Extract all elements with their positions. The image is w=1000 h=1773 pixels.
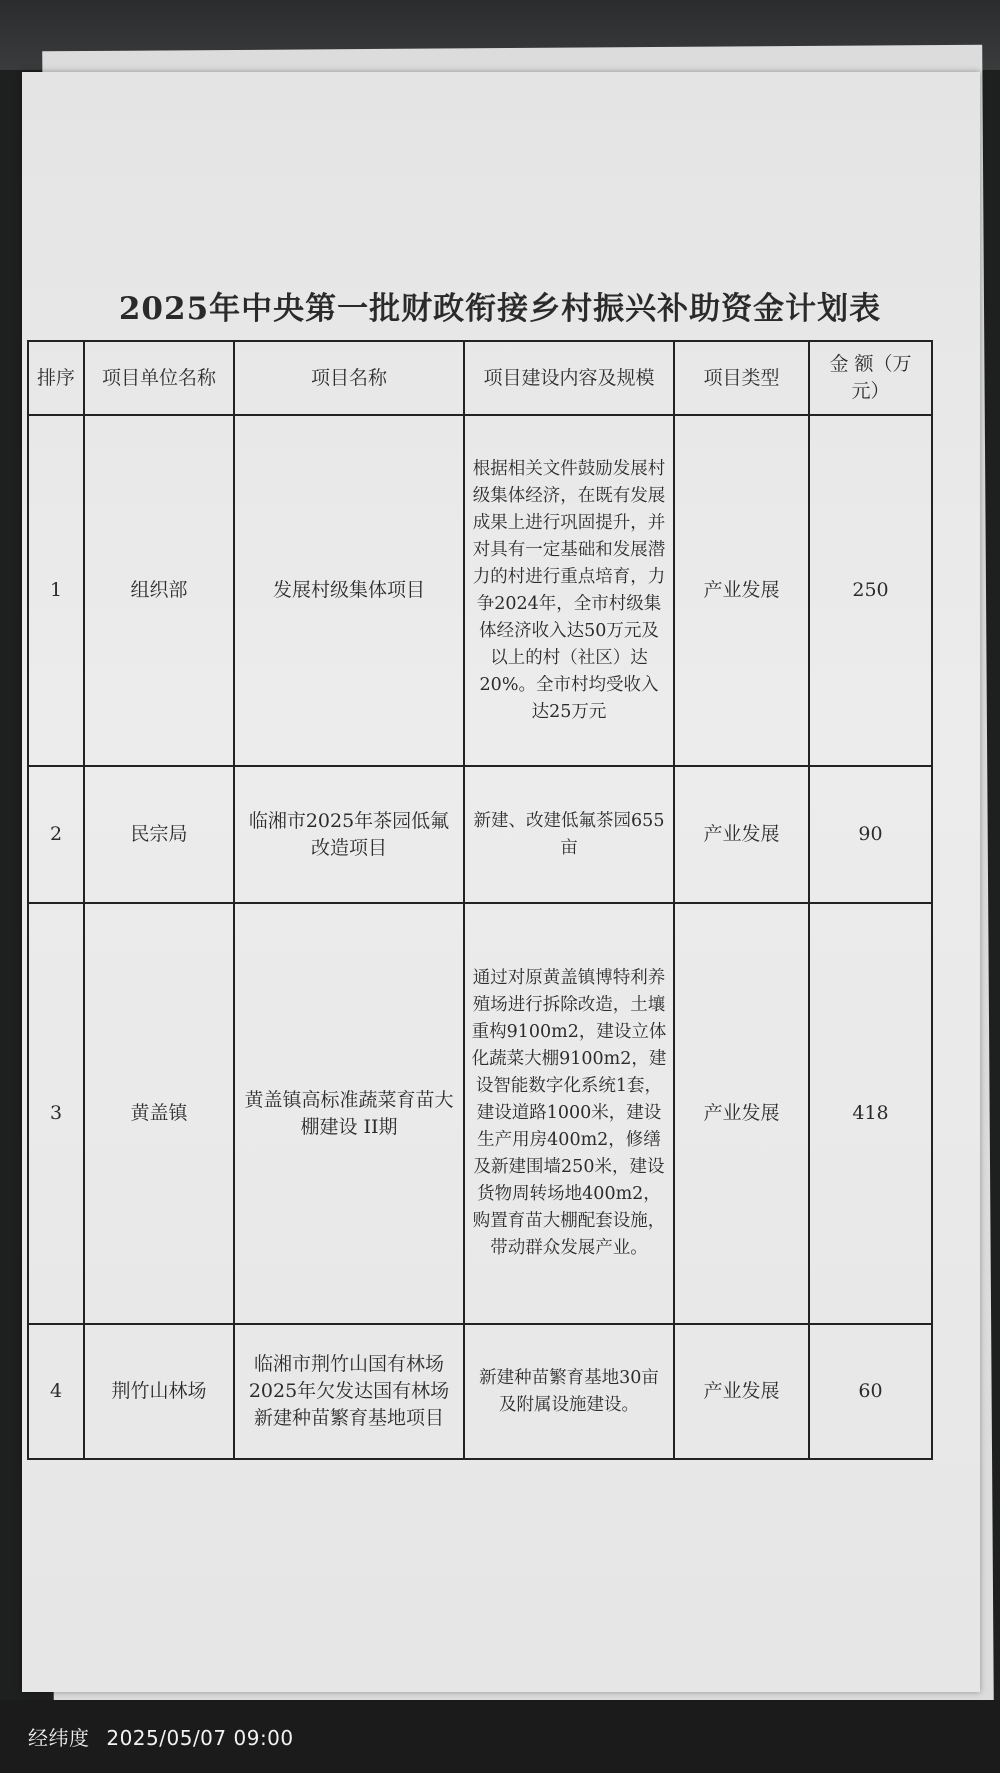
cell-type: 产业发展 xyxy=(674,903,809,1324)
header-project-name: 项目名称 xyxy=(234,341,464,415)
cell-amount: 90 xyxy=(809,766,932,903)
header-amount: 金 额（万元） xyxy=(809,341,932,415)
cell-amount: 60 xyxy=(809,1324,932,1459)
header-rank: 排序 xyxy=(28,341,84,415)
cell-content: 新建、改建低氟茶园655亩 xyxy=(464,766,674,903)
cell-type: 产业发展 xyxy=(674,766,809,903)
cell-rank: 4 xyxy=(28,1324,84,1459)
header-type: 项目类型 xyxy=(674,341,809,415)
document-title: 2025年中央第一批财政衔接乡村振兴补助资金计划表 xyxy=(118,291,882,327)
cell-type: 产业发展 xyxy=(674,1324,809,1459)
cell-rank: 3 xyxy=(28,903,84,1324)
table-row xyxy=(28,1324,932,1459)
cell-unit: 组织部 xyxy=(84,415,234,766)
header-content: 项目建设内容及规模 xyxy=(464,341,674,415)
cell-project-name: 黄盖镇高标准蔬菜育苗大棚建设 II期 xyxy=(234,903,464,1324)
cell-unit: 荆竹山林场 xyxy=(84,1324,234,1459)
cell-rank: 1 xyxy=(28,415,84,766)
cell-content: 通过对原黄盖镇博特利养殖场进行拆除改造，土壤重构9100m2，建设立体化蔬菜大棚9100m2，建设智能数字化系统1套，建设道路1000米，建设生产用房400m2，修缮及新建围墙250米，建设货物周转场地400m2，购置育苗大棚配套设施，带动群众发展产业。 xyxy=(464,903,674,1324)
cell-amount: 250 xyxy=(809,415,932,766)
watermark-datetime: 2025/05/07 09:00 xyxy=(106,1726,294,1750)
funding-plan-table xyxy=(27,340,933,1460)
cell-amount: 418 xyxy=(809,903,932,1324)
table-header-row xyxy=(28,341,932,415)
cell-content: 新建种苗繁育基地30亩及附属设施建设。 xyxy=(464,1324,674,1459)
photo-watermark xyxy=(28,1722,304,1751)
cell-content: 根据相关文件鼓励发展村级集体经济，在既有发展成果上进行巩固提升，并对具有一定基础和发展潜力的村进行重点培育，力争2024年，全市村级集体经济收入达50万元及以上的村（社区）达20%。全市村均受收入达25万元 xyxy=(464,415,674,766)
cell-project-name: 临湘市2025年茶园低氟改造项目 xyxy=(234,766,464,903)
cell-project-name: 发展村级集体项目 xyxy=(234,415,464,766)
cell-unit: 黄盖镇 xyxy=(84,903,234,1324)
watermark-label: 经纬度 xyxy=(28,1726,90,1750)
table-row xyxy=(28,903,932,1324)
table-row xyxy=(28,766,932,903)
table-row xyxy=(28,415,932,766)
cell-rank: 2 xyxy=(28,766,84,903)
cell-type: 产业发展 xyxy=(674,415,809,766)
cell-unit: 民宗局 xyxy=(84,766,234,903)
header-unit: 项目单位名称 xyxy=(84,341,234,415)
cell-project-name: 临湘市荆竹山国有林场2025年欠发达国有林场新建种苗繁育基地项目 xyxy=(234,1324,464,1459)
